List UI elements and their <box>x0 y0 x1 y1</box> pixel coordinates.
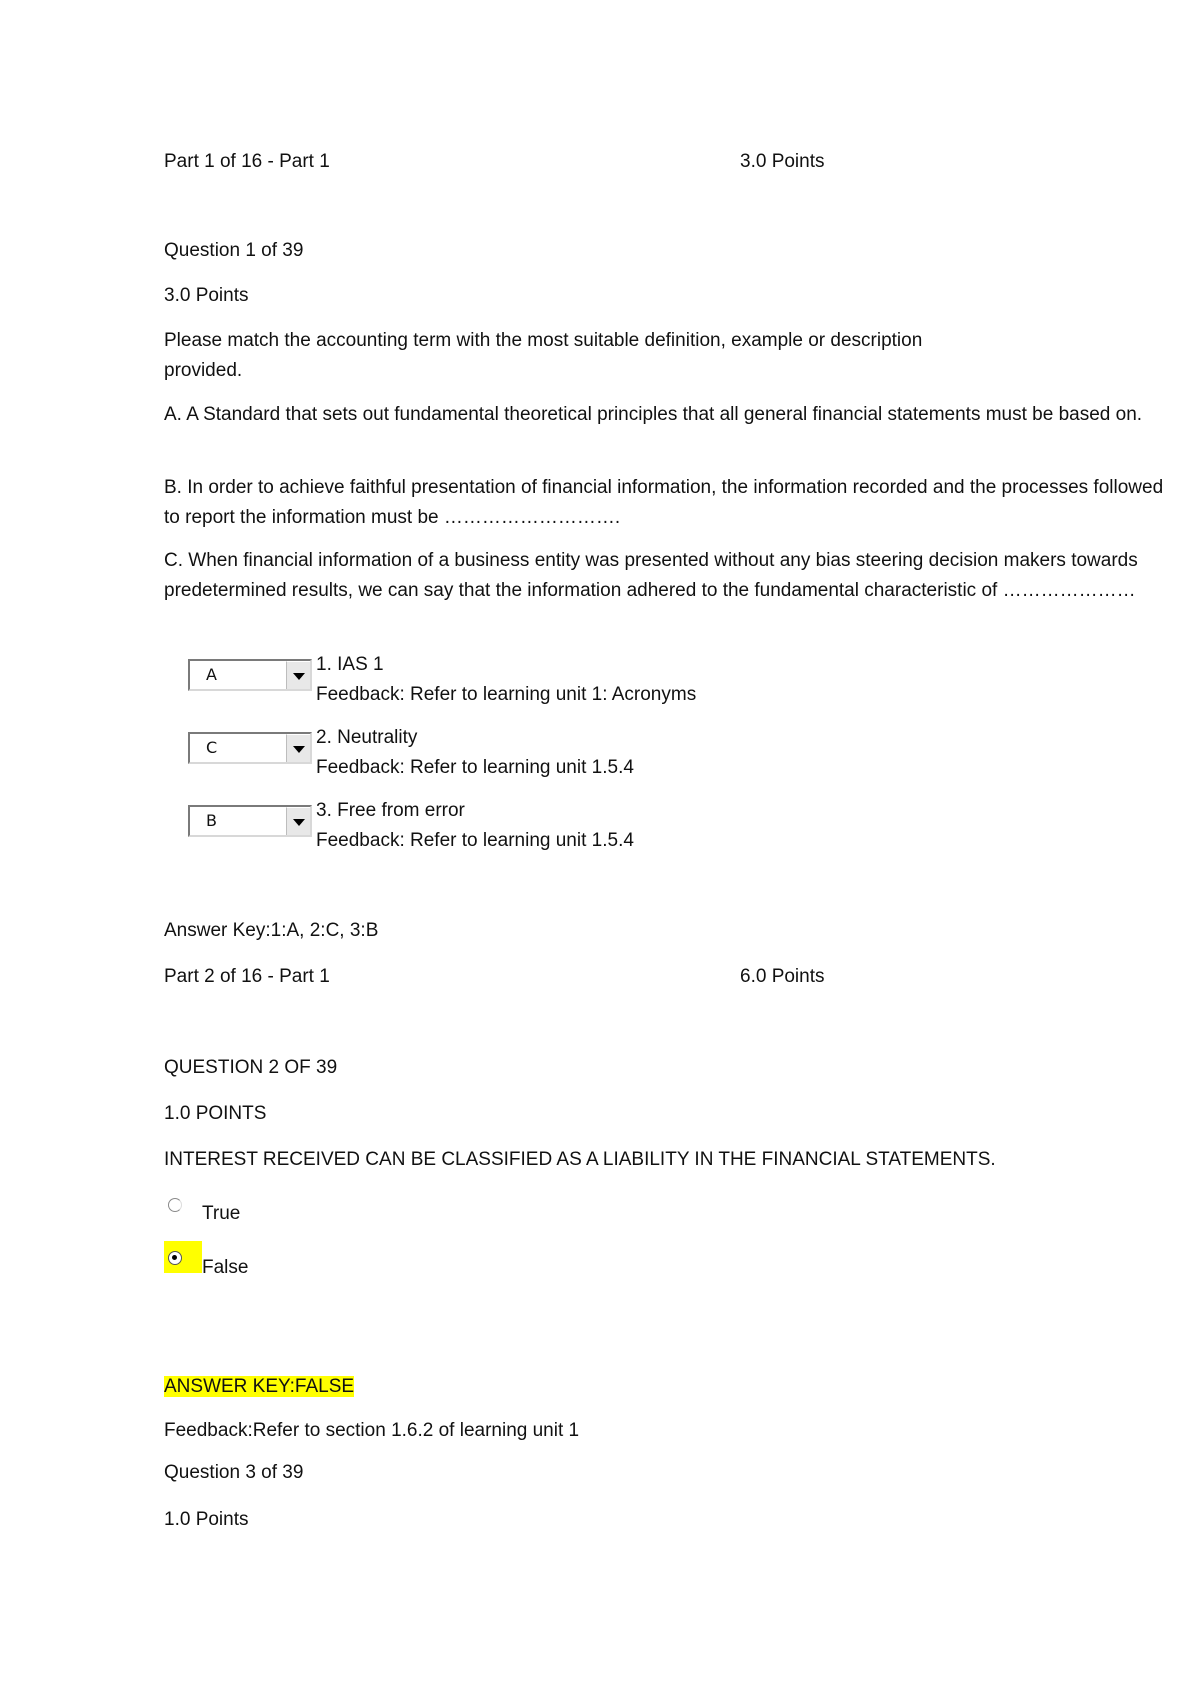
question-2-feedback: Feedback:Refer to section 1.6.2 of learning unit 1 <box>164 1420 580 1441</box>
match-2-term: 2. Neutrality <box>316 727 418 748</box>
match-3-term: 3. Free from error <box>316 800 465 821</box>
question-2-points: 1.0 POINTS <box>164 1103 267 1124</box>
option-a-letter: A. <box>164 404 182 425</box>
part-2-points: 6.0 Points <box>740 966 825 987</box>
question-3-title: Question 3 of 39 <box>164 1462 304 1483</box>
question-2-title: QUESTION 2 OF 39 <box>164 1057 338 1078</box>
question-2-answer-key <box>164 1372 354 1402</box>
match-1-selected-value: A <box>206 665 217 684</box>
question-1-prompt: Please match the accounting term with the most suitable definition, example or description provided. <box>164 330 923 381</box>
part-1-label: Part 1 of 16 - Part 1 <box>164 151 330 172</box>
match-3-select[interactable] <box>188 805 312 837</box>
question-1-answer-key: Answer Key:1:A, 2:C, 3:B <box>164 920 379 941</box>
chevron-down-icon[interactable] <box>286 661 310 689</box>
false-radio[interactable] <box>168 1251 182 1265</box>
true-label: True <box>202 1203 241 1224</box>
answer-key-highlighted: ANSWER KEY:FALSE <box>164 1376 355 1397</box>
match-2-select[interactable] <box>188 732 312 764</box>
match-3-selected-value: B <box>206 811 217 830</box>
option-b-letter: B. <box>164 477 182 498</box>
part-1-points: 3.0 Points <box>740 151 825 172</box>
match-2-feedback: Feedback: Refer to learning unit 1.5.4 <box>316 757 634 778</box>
match-3-feedback: Feedback: Refer to learning unit 1.5.4 <box>316 830 634 851</box>
question-1-option-b <box>164 473 1174 533</box>
chevron-down-icon[interactable] <box>286 734 310 762</box>
chevron-down-icon[interactable] <box>286 807 310 835</box>
match-2-selected-value: C <box>206 738 218 757</box>
option-c-text: When financial information of a business entity was presented without any bias steering decision makers towards predetermined results, we can say that the information adhered to the fundamental characteristic of ………………… <box>164 550 1138 601</box>
match-1-select[interactable] <box>188 659 312 691</box>
question-2-prompt: INTEREST RECEIVED CAN BE CLASSIFIED AS A LIABILITY IN THE FINANCIAL STATEMENTS. <box>164 1149 996 1170</box>
match-1-feedback: Feedback: Refer to learning unit 1: Acronyms <box>316 684 697 705</box>
option-c-letter: C. <box>164 550 183 571</box>
option-a-text: A Standard that sets out fundamental theoretical principles that all general financial statements must be based on. <box>186 404 1143 425</box>
false-label: False <box>202 1257 249 1278</box>
true-radio[interactable] <box>168 1198 182 1212</box>
question-1-title: Question 1 of 39 <box>164 240 304 261</box>
question-1-option-c <box>164 546 1174 606</box>
question-3-points: 1.0 Points <box>164 1509 249 1530</box>
part-2-label: Part 2 of 16 - Part 1 <box>164 966 330 987</box>
option-b-text: In order to achieve faithful presentation of financial information, the information recorded and the processes followed to report the information must be ………………………. <box>164 477 1164 528</box>
question-1-option-a <box>164 400 1174 430</box>
match-1-term: 1. IAS 1 <box>316 654 384 675</box>
question-1-points: 3.0 Points <box>164 285 249 306</box>
